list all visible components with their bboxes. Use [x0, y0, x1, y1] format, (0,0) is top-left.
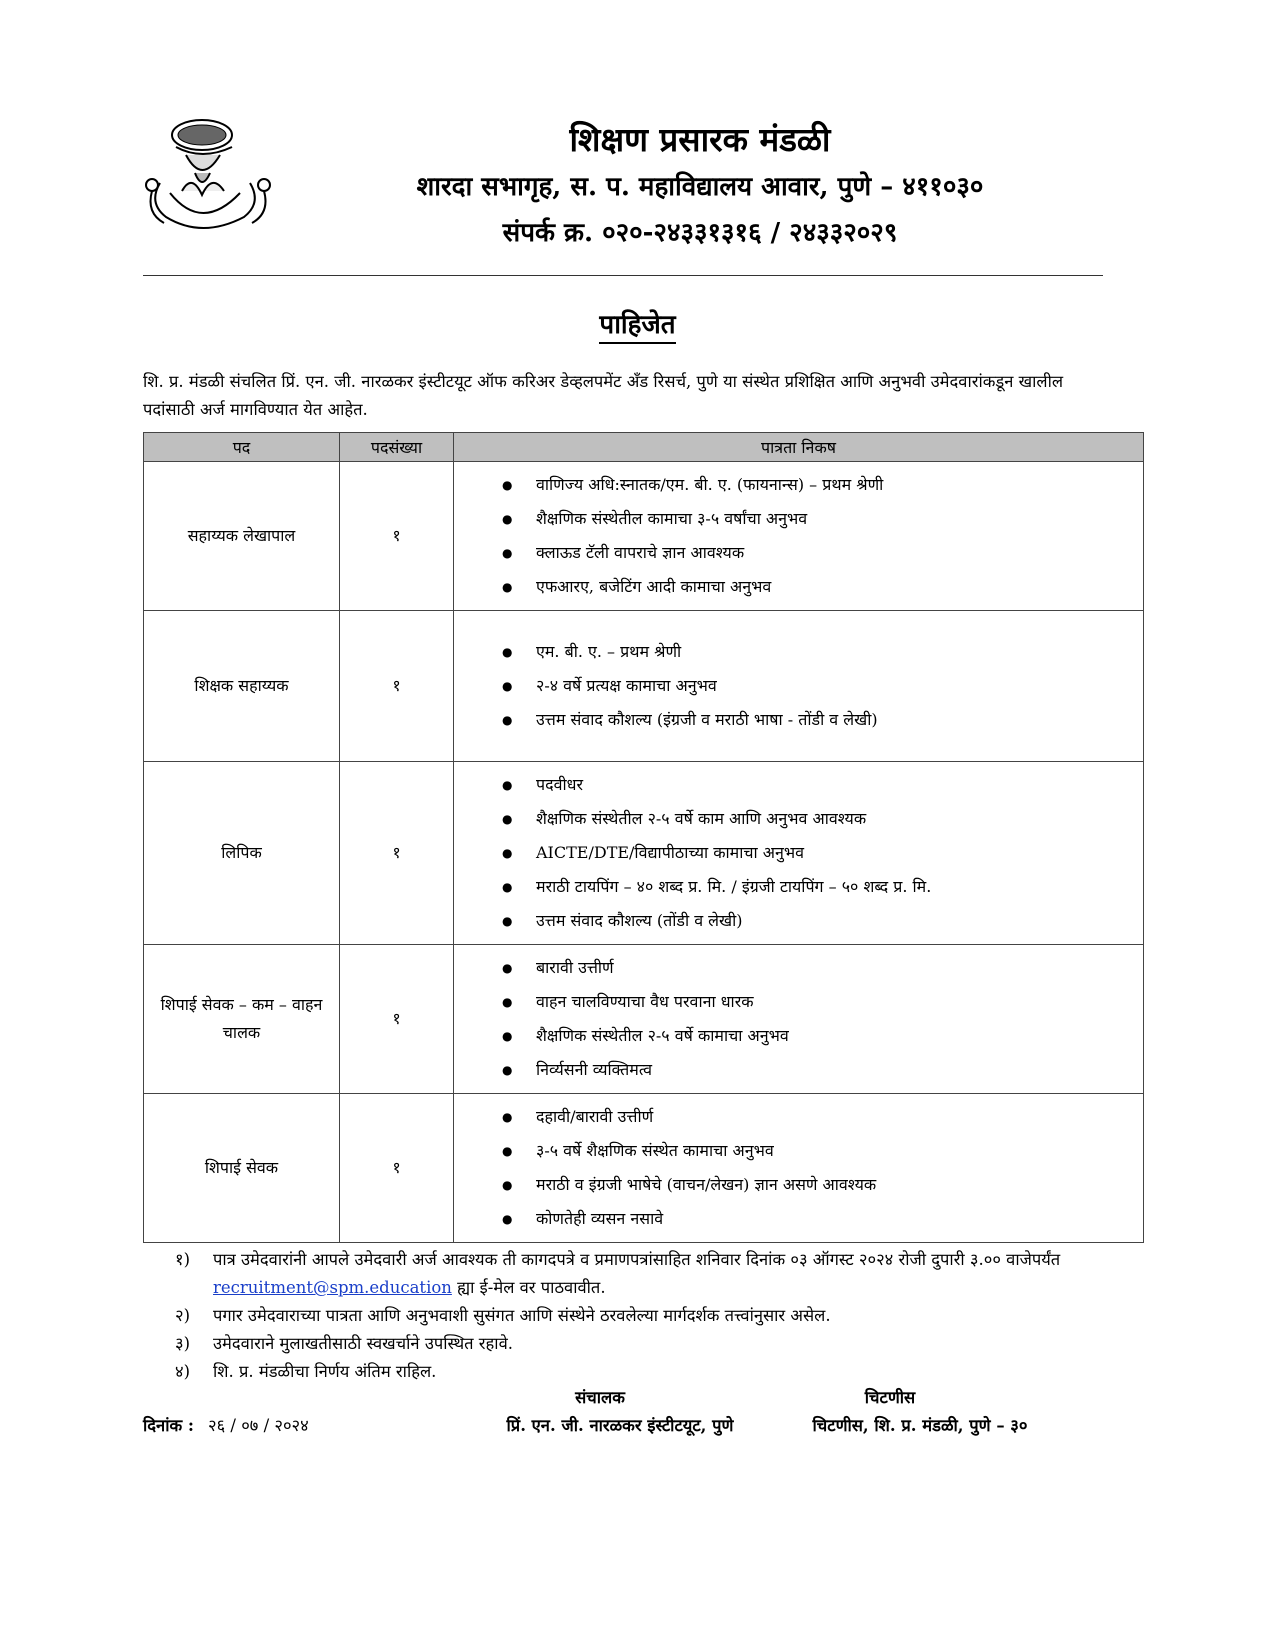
director-institute: प्रिं. एन. जी. नारळकर इंस्टीटयूट, पुणे: [506, 1416, 734, 1435]
criteria-item: ● मराठी टायपिंग – ४० शब्द प्र. मि. / इंग्रजी टायपिंग – ५० शब्द प्र. मि.: [454, 870, 1143, 904]
header-post: पद: [144, 433, 340, 462]
criteria-cell: [454, 462, 1144, 611]
criteria-item: ● पदवीधर: [454, 768, 1143, 802]
note-text: पात्र उमेदवारांनी आपले उमेदवारी अर्ज आवश्यक ती कागदपत्रे व प्रमाणपत्रांसाहित शनिवार दिनांक ०३ ऑगस्ट २०२४ रोजी दुपारी ३.०० वाजेपर्यंत: [213, 1250, 1061, 1269]
criteria-item: ● ३-५ वर्षे शैक्षणिक संस्थेत कामाचा अनुभव: [454, 1134, 1143, 1168]
criteria-item: ● एम. बी. ए. – प्रथम श्रेणी: [454, 635, 1143, 669]
note-item: [175, 1246, 1075, 1302]
criteria-item: ● शैक्षणिक संस्थेतील २-५ वर्षे काम आणि अनुभव आवश्यक: [454, 802, 1143, 836]
criteria-cell: [454, 945, 1144, 1094]
criteria-item: ● शैक्षणिक संस्थेतील कामाचा ३-५ वर्षांचा अनुभव: [454, 502, 1143, 536]
table-row: [144, 462, 1144, 611]
note-text: शि. प्र. मंडळीचा निर्णय अंतिम राहिल.: [213, 1362, 437, 1381]
post-name: शिपाई सेवक – कम – वाहन चालक: [144, 945, 340, 1094]
note-text: उमेदवाराने मुलाखतीसाठी स्वखर्चाने उपस्थित रहावे.: [213, 1334, 513, 1353]
criteria-list: [454, 1094, 1143, 1242]
email-link[interactable]: recruitment@spm.education: [213, 1278, 452, 1297]
organization-address: शारदा सभागृह, स. प. महाविद्यालय आवार, पुणे – ४११०३०: [416, 172, 984, 202]
header-count: पदसंख्या: [340, 433, 454, 462]
post-name: शिक्षक सहाय्यक: [144, 611, 340, 762]
criteria-list: [454, 945, 1143, 1093]
criteria-item: ● २-४ वर्षे प्रत्यक्ष कामाचा अनुभव: [454, 669, 1143, 703]
note-number: ४): [175, 1362, 191, 1381]
note-text-end: ह्या ई-मेल वर पाठवावीत.: [451, 1278, 606, 1297]
criteria-cell: [454, 611, 1144, 762]
note-number: २): [175, 1306, 191, 1325]
post-name: सहाय्यक लेखापाल: [144, 462, 340, 611]
note-item: [175, 1358, 1075, 1386]
notes-list: [175, 1246, 1075, 1386]
criteria-item: ● मराठी व इंग्रजी भाषेचे (वाचन/लेखन) ज्ञान असणे आवश्यक: [454, 1168, 1143, 1202]
date-value: २६ / ०७ / २०२४: [207, 1416, 309, 1435]
header-divider: [143, 275, 1103, 276]
criteria-item: ● वाहन चालविण्याचा वैध परवाना धारक: [454, 985, 1143, 1019]
organization-phone: संपर्क क्र. ०२०-२४३३१३१६ / २४३३२०२९: [502, 218, 898, 248]
criteria-cell: [454, 762, 1144, 945]
director-title: संचालक: [575, 1388, 625, 1407]
post-count: १: [340, 945, 454, 1094]
post-count: १: [340, 1094, 454, 1243]
note-number: ३): [175, 1334, 191, 1353]
criteria-item: ● उत्तम संवाद कौशल्य (तोंडी व लेखी): [454, 904, 1143, 938]
intro-paragraph: शि. प्र. मंडळी संचलित प्रिं. एन. जी. नारळकर इंस्टीटयूट ऑफ करिअर डेव्हलपमेंट अँड रिसर्च, पुणे या संस्थेत प्रशिक्षित आणि अनुभवी उमेदवारांकडून खालील पदांसाठी अर्ज मागविण्यात येत आहेत.: [143, 372, 1064, 419]
criteria-item: ● शैक्षणिक संस्थेतील २-५ वर्षे कामाचा अनुभव: [454, 1019, 1143, 1053]
date-label: दिनांक :: [143, 1416, 194, 1435]
post-count: १: [340, 611, 454, 762]
secretary-title: चिटणीस: [864, 1388, 916, 1407]
post-count: १: [340, 462, 454, 611]
criteria-item: ● वाणिज्य अधि:स्नातक/एम. बी. ए. (फायनान्स) – प्रथम श्रेणी: [454, 468, 1143, 502]
header-criteria: पात्रता निकष: [454, 433, 1144, 462]
criteria-item: ● उत्तम संवाद कौशल्य (इंग्रजी व मराठी भाषा - तोंडी व लेखी): [454, 703, 1143, 737]
note-item: [175, 1302, 1075, 1330]
criteria-item: ● क्लाऊड टॅली वापराचे ज्ञान आवश्यक: [454, 536, 1143, 570]
criteria-item: ● एफआरए, बजेटिंग आदी कामाचा अनुभव: [454, 570, 1143, 604]
note-item: [175, 1330, 1075, 1358]
criteria-item: ● कोणतेही व्यसन नसावे: [454, 1202, 1143, 1236]
date-line: [143, 1413, 309, 1436]
criteria-list: [454, 762, 1143, 944]
note-number: १): [175, 1250, 191, 1269]
page-title: [0, 305, 1275, 341]
criteria-cell: [454, 1094, 1144, 1243]
organization-logo: [140, 113, 276, 243]
post-name: लिपिक: [144, 762, 340, 945]
table-row: [144, 1094, 1144, 1243]
note-text: पगार उमेदवाराच्या पात्रता आणि अनुभवाशी सुसंगत आणि संस्थेने ठरवलेल्या मार्गदर्शक तत्त्वांनुसार असेल.: [213, 1306, 831, 1325]
organization-name: शिक्षण प्रसारक मंडळी: [569, 120, 831, 159]
post-name: शिपाई सेवक: [144, 1094, 340, 1243]
table-row: [144, 611, 1144, 762]
criteria-item: ● निर्व्यसनी व्यक्तिमत्व: [454, 1053, 1143, 1087]
vacancy-table: [143, 432, 1144, 1243]
criteria-item: ● AICTE/DTE/विद्यापीठाच्या कामाचा अनुभव: [454, 836, 1143, 870]
table-row: [144, 762, 1144, 945]
page-title-text: पाहिजेत: [599, 310, 675, 344]
post-count: १: [340, 762, 454, 945]
criteria-item: ● दहावी/बारावी उत्तीर्ण: [454, 1100, 1143, 1134]
secretary-institute: चिटणीस, शि. प्र. मंडळी, पुणे – ३०: [812, 1416, 1028, 1435]
criteria-list: [454, 462, 1143, 610]
table-header-row: [144, 433, 1144, 462]
criteria-item: ● बारावी उत्तीर्ण: [454, 951, 1143, 985]
table-row: [144, 945, 1144, 1094]
criteria-list: [454, 629, 1143, 743]
